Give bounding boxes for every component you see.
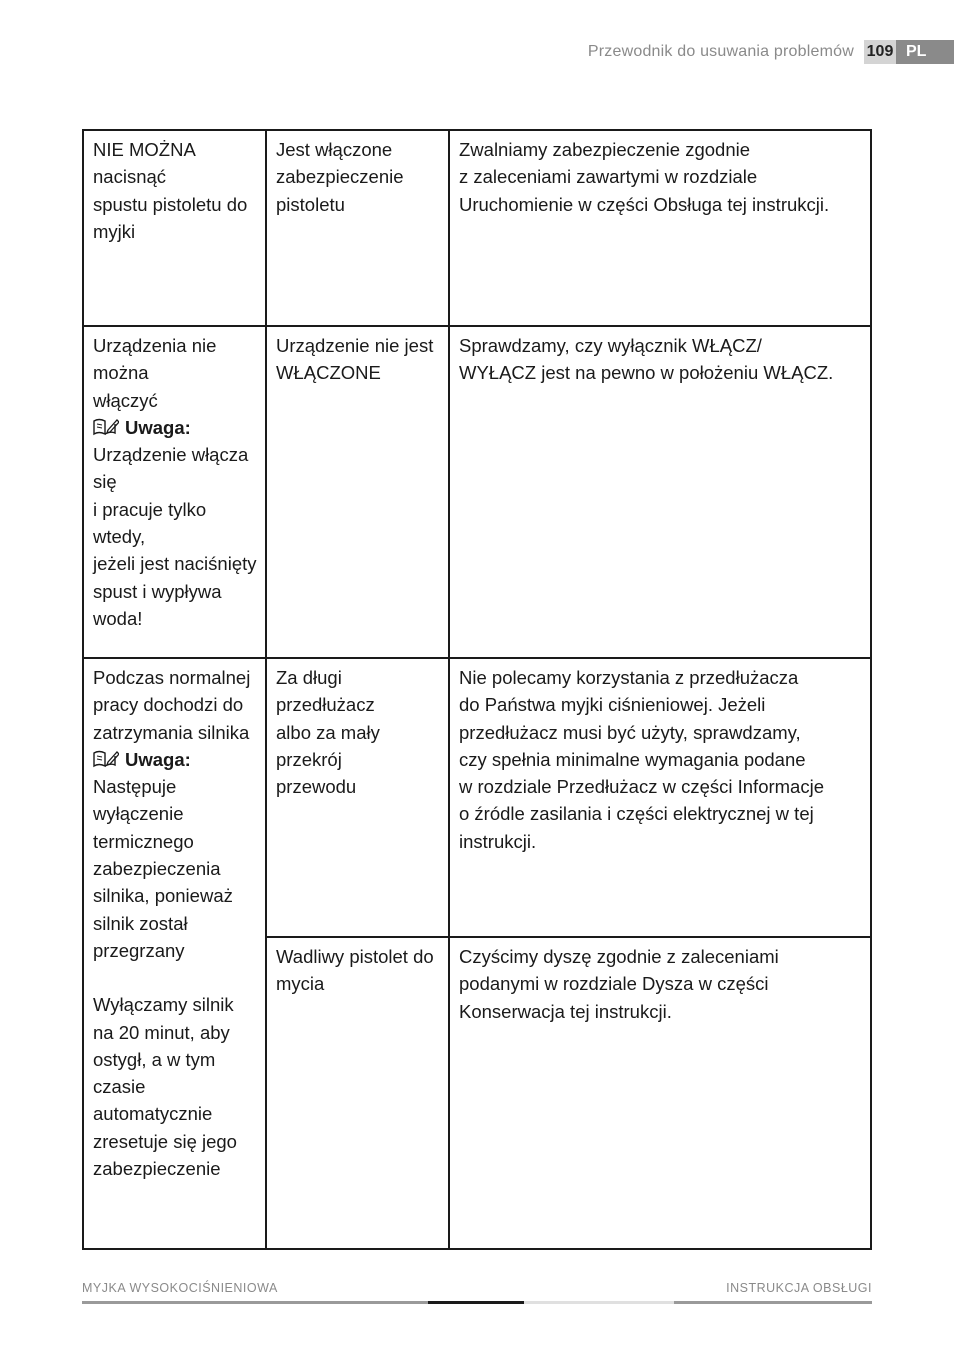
solution-cell — [449, 326, 871, 658]
text-line: Konserwacja tej instrukcji. — [459, 1000, 672, 1022]
text-line: Sprawdzamy, czy wyłącznik WŁĄCZ/ — [459, 335, 762, 356]
open-book-pencil-icon — [93, 750, 119, 768]
footer-document-name: INSTRUKCJA OBSŁUGI — [726, 1281, 872, 1295]
text-line: spust i wypływa — [93, 580, 222, 602]
text-line: o źródle zasilania i części elektrycznej w tej — [459, 803, 814, 825]
text-line: Urządzenie nie jest — [276, 335, 434, 356]
footer-product-name: MYJKA WYSOKOCIŚNIENIOWA — [82, 1281, 278, 1295]
text-line: Za długi przedłużacz — [276, 667, 375, 716]
text-line: zabezpieczenie — [276, 166, 404, 188]
text-line: przedłużacz musi być użyty, sprawdzamy, — [459, 721, 801, 743]
footer-bar-segment — [524, 1301, 674, 1304]
text-line: silnik został — [93, 912, 188, 934]
text-line: podanymi w rozdziale Dysza w części — [459, 973, 769, 995]
note-label: Uwaga: — [125, 748, 191, 770]
text-line: myjki — [93, 220, 136, 242]
text-line: Uruchomienie w części Obsługa tej instrukcji. — [459, 193, 830, 215]
page-number: 109 — [864, 40, 896, 64]
text-line: Jest włączone — [276, 139, 393, 160]
text-line: czy spełnia minimalne wymagania podane — [459, 748, 806, 770]
text-line: czasie automatycznie — [93, 1076, 213, 1125]
text-line: woda! — [93, 607, 143, 629]
text-line: przewodu — [276, 776, 357, 798]
language-tab: PL — [896, 40, 954, 64]
text-line: zresetuje się jego — [93, 1130, 237, 1152]
footer-bar-segment — [82, 1301, 428, 1304]
text-line: i pracuje tylko wtedy, — [93, 498, 207, 548]
text-line: albo za mały przekrój — [276, 721, 380, 770]
text-line: Czyścimy dyszę zgodnie z zaleceniami — [459, 946, 779, 967]
note-label: Uwaga: — [125, 416, 191, 438]
note-heading — [93, 746, 257, 773]
table-row — [83, 326, 871, 658]
text-line: instrukcji. — [459, 830, 537, 852]
problem-cell — [83, 658, 266, 1249]
text-line: pracy dochodzi do — [93, 694, 244, 716]
table-row — [83, 658, 871, 937]
text-line: termicznego — [93, 830, 194, 852]
text-line: Urządzenie włącza się — [93, 444, 249, 493]
text-line: spustu pistoletu do — [93, 193, 248, 215]
table-row — [83, 130, 871, 326]
text-line: Podczas normalnej — [93, 667, 251, 688]
text-line: zabezpieczenia — [93, 858, 221, 880]
text-line: pistoletu — [276, 193, 345, 215]
text-line: silnika, ponieważ — [93, 885, 233, 907]
solution-cell — [449, 130, 871, 326]
text-line: przegrzany — [93, 939, 185, 961]
text-line: ostygł, a w tym — [93, 1048, 216, 1070]
text-line: do Państwa myjki ciśnieniowej. Jeżeli — [459, 694, 766, 716]
text-line: zabezpieczenie — [93, 1158, 221, 1180]
text-line: WYŁĄCZ jest na pewno w położeniu WŁĄCZ. — [459, 362, 834, 384]
text-line: Zwalniamy zabezpieczenie zgodnie — [459, 139, 751, 160]
footer-bar-segment — [674, 1301, 872, 1304]
footer-bar-segment — [428, 1301, 524, 1304]
text-line: WŁĄCZONE — [276, 362, 381, 384]
cause-cell — [266, 326, 449, 658]
text-line: Urządzenia nie można — [93, 335, 217, 384]
solution-cell — [449, 937, 871, 1249]
section-title: Przewodnik do usuwania problemów — [587, 43, 854, 60]
text-line: Następuje wyłączenie — [93, 776, 184, 825]
text-line: jeżeli jest naciśnięty — [93, 553, 257, 575]
text-line: mycia — [276, 973, 325, 995]
problem-cell — [83, 326, 266, 658]
text-line: Wyłączamy silnik — [93, 994, 234, 1016]
text-line: z zaleceniami zawartymi w rozdziale — [459, 166, 758, 188]
cause-cell — [266, 130, 449, 326]
text-line: w rozdziale Przedłużacz w części Informacje — [459, 776, 824, 798]
cause-cell — [266, 937, 449, 1249]
text-line: zatrzymania silnika — [93, 721, 250, 743]
text-line: włączyć — [93, 389, 158, 411]
open-book-pencil-icon — [93, 418, 119, 436]
text-line: Nie polecamy korzystania z przedłużacza — [459, 667, 799, 688]
problem-cell — [83, 130, 266, 326]
text-line: Wadliwy pistolet do — [276, 946, 434, 967]
note-heading — [93, 414, 257, 441]
text-line: NIE MOŻNA nacisnąć — [93, 139, 195, 188]
solution-cell — [449, 658, 871, 937]
cause-cell — [266, 658, 449, 937]
troubleshooting-table — [82, 129, 872, 1250]
spacer — [93, 964, 257, 991]
text-line: na 20 minut, aby — [93, 1021, 230, 1043]
